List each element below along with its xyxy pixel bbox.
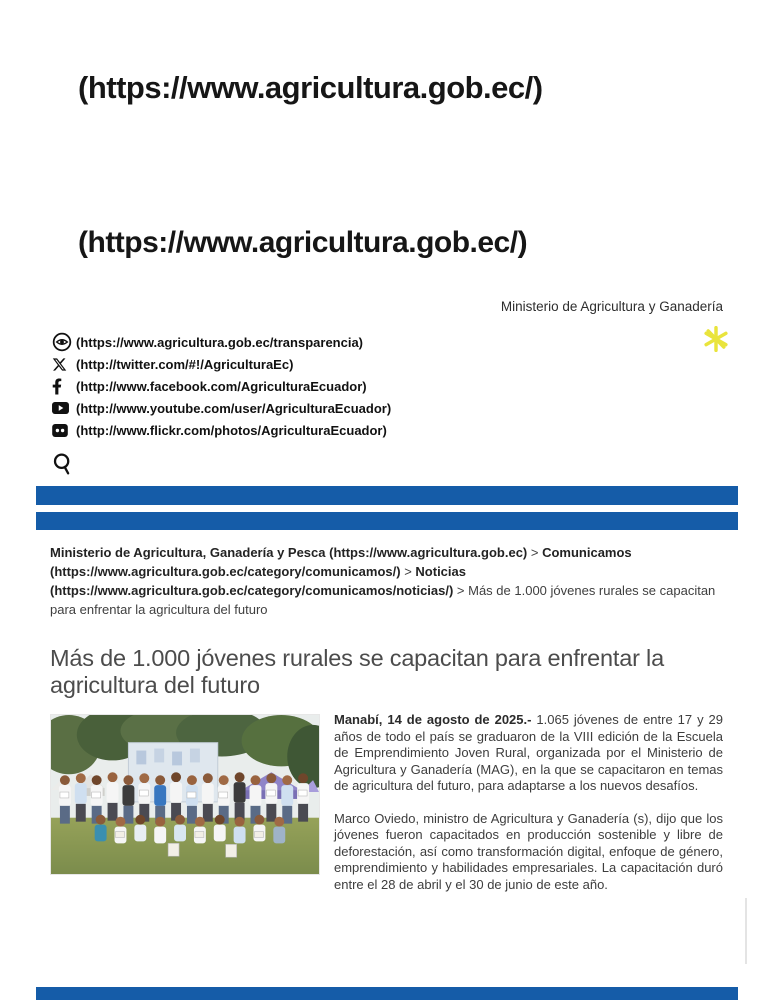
youtube-icon: [52, 402, 74, 414]
site-link-heading-primary[interactable]: (https://www.agricultura.gob.ec/): [78, 70, 543, 105]
breadcrumb: [50, 543, 718, 619]
breadcrumb-separator: >: [527, 545, 543, 560]
social-link-label: (http://www.flickr.com/photos/AgriculturaEcuador): [76, 422, 387, 438]
social-link-flickr[interactable]: [52, 419, 391, 441]
social-link-label: (http://twitter.com/#!/AgriculturaEc): [76, 356, 294, 372]
ministry-name-text: Ministerio de Agricultura y Ganadería: [500, 299, 723, 314]
page-edge-line: [745, 898, 747, 964]
social-link-facebook[interactable]: [52, 375, 391, 397]
breadcrumb-separator: >: [400, 564, 416, 579]
breadcrumb-link-home[interactable]: Ministerio de Agricultura, Ganadería y Pesca (https://www.agricultura.gob.ec): [50, 545, 528, 560]
social-link-transparencia[interactable]: [52, 331, 391, 353]
article-paragraph-2: Marco Oviedo, ministro de Agricultura y Ganadería (s), dijo que los jóvenes fueron capacitados en producción sostenible y libre de deforestación, así como transformación digital, enfoque de género, emprendimiento y habilidades empresariales. La capacitación duró entre el 28 de abril y el 30 de junio de este año.: [334, 810, 723, 892]
social-link-twitter[interactable]: [52, 353, 391, 375]
breadcrumb-link-comunicamos[interactable]: Comunicamos (https://www.agricultura.gob.ec/category/comunicamos/): [50, 545, 632, 579]
article-dateline: Manabí, 14 de agosto de 2025.-: [334, 712, 532, 727]
social-link-label: (http://www.youtube.com/user/AgriculturaEcuador): [76, 400, 392, 416]
header-rule-top: [36, 486, 738, 505]
social-link-label: (https://www.agricultura.gob.ec/transparencia): [76, 334, 364, 350]
twitter-x-icon: [52, 357, 74, 372]
search-icon[interactable]: [52, 452, 74, 481]
social-link-youtube[interactable]: [52, 397, 391, 419]
flickr-icon: [52, 424, 74, 437]
header-rule-bottom: [36, 512, 738, 530]
article-paragraph-1-text: 1.065 jóvenes de entre 17 y 29 años de todo el país se graduaron de la VIII edición de la Escuela de Emprendimiento Joven Rural, organizada por el Ministerio de Agricultura y Ganadería (MAG), en la que se capacitaron en temas de agricultura del futuro, para adaptarse a los nuevos desafíos.: [334, 712, 723, 793]
social-links-list: [52, 331, 391, 441]
site-link-heading-secondary[interactable]: (https://www.agricultura.gob.ec/): [78, 226, 528, 259]
article-photo: [50, 714, 320, 875]
social-link-label: (http://www.facebook.com/AgriculturaEcuador): [76, 378, 367, 394]
breadcrumb-link-noticias[interactable]: Noticias (https://www.agricultura.gob.ec/category/comunicamos/noticias/): [50, 564, 466, 598]
facebook-icon: [52, 378, 74, 395]
footer-rule: [36, 987, 738, 1000]
transparency-eye-icon: [52, 332, 74, 352]
yellow-asterisk-icon: [703, 326, 729, 357]
page-title: Más de 1.000 jóvenes rurales se capacitan para enfrentar la agricultura del futuro: [50, 645, 664, 698]
article-body: [50, 712, 723, 909]
breadcrumb-current-page: > Más de 1.000 jóvenes rurales se capacitan para enfrentar la agricultura del futuro: [50, 583, 716, 617]
